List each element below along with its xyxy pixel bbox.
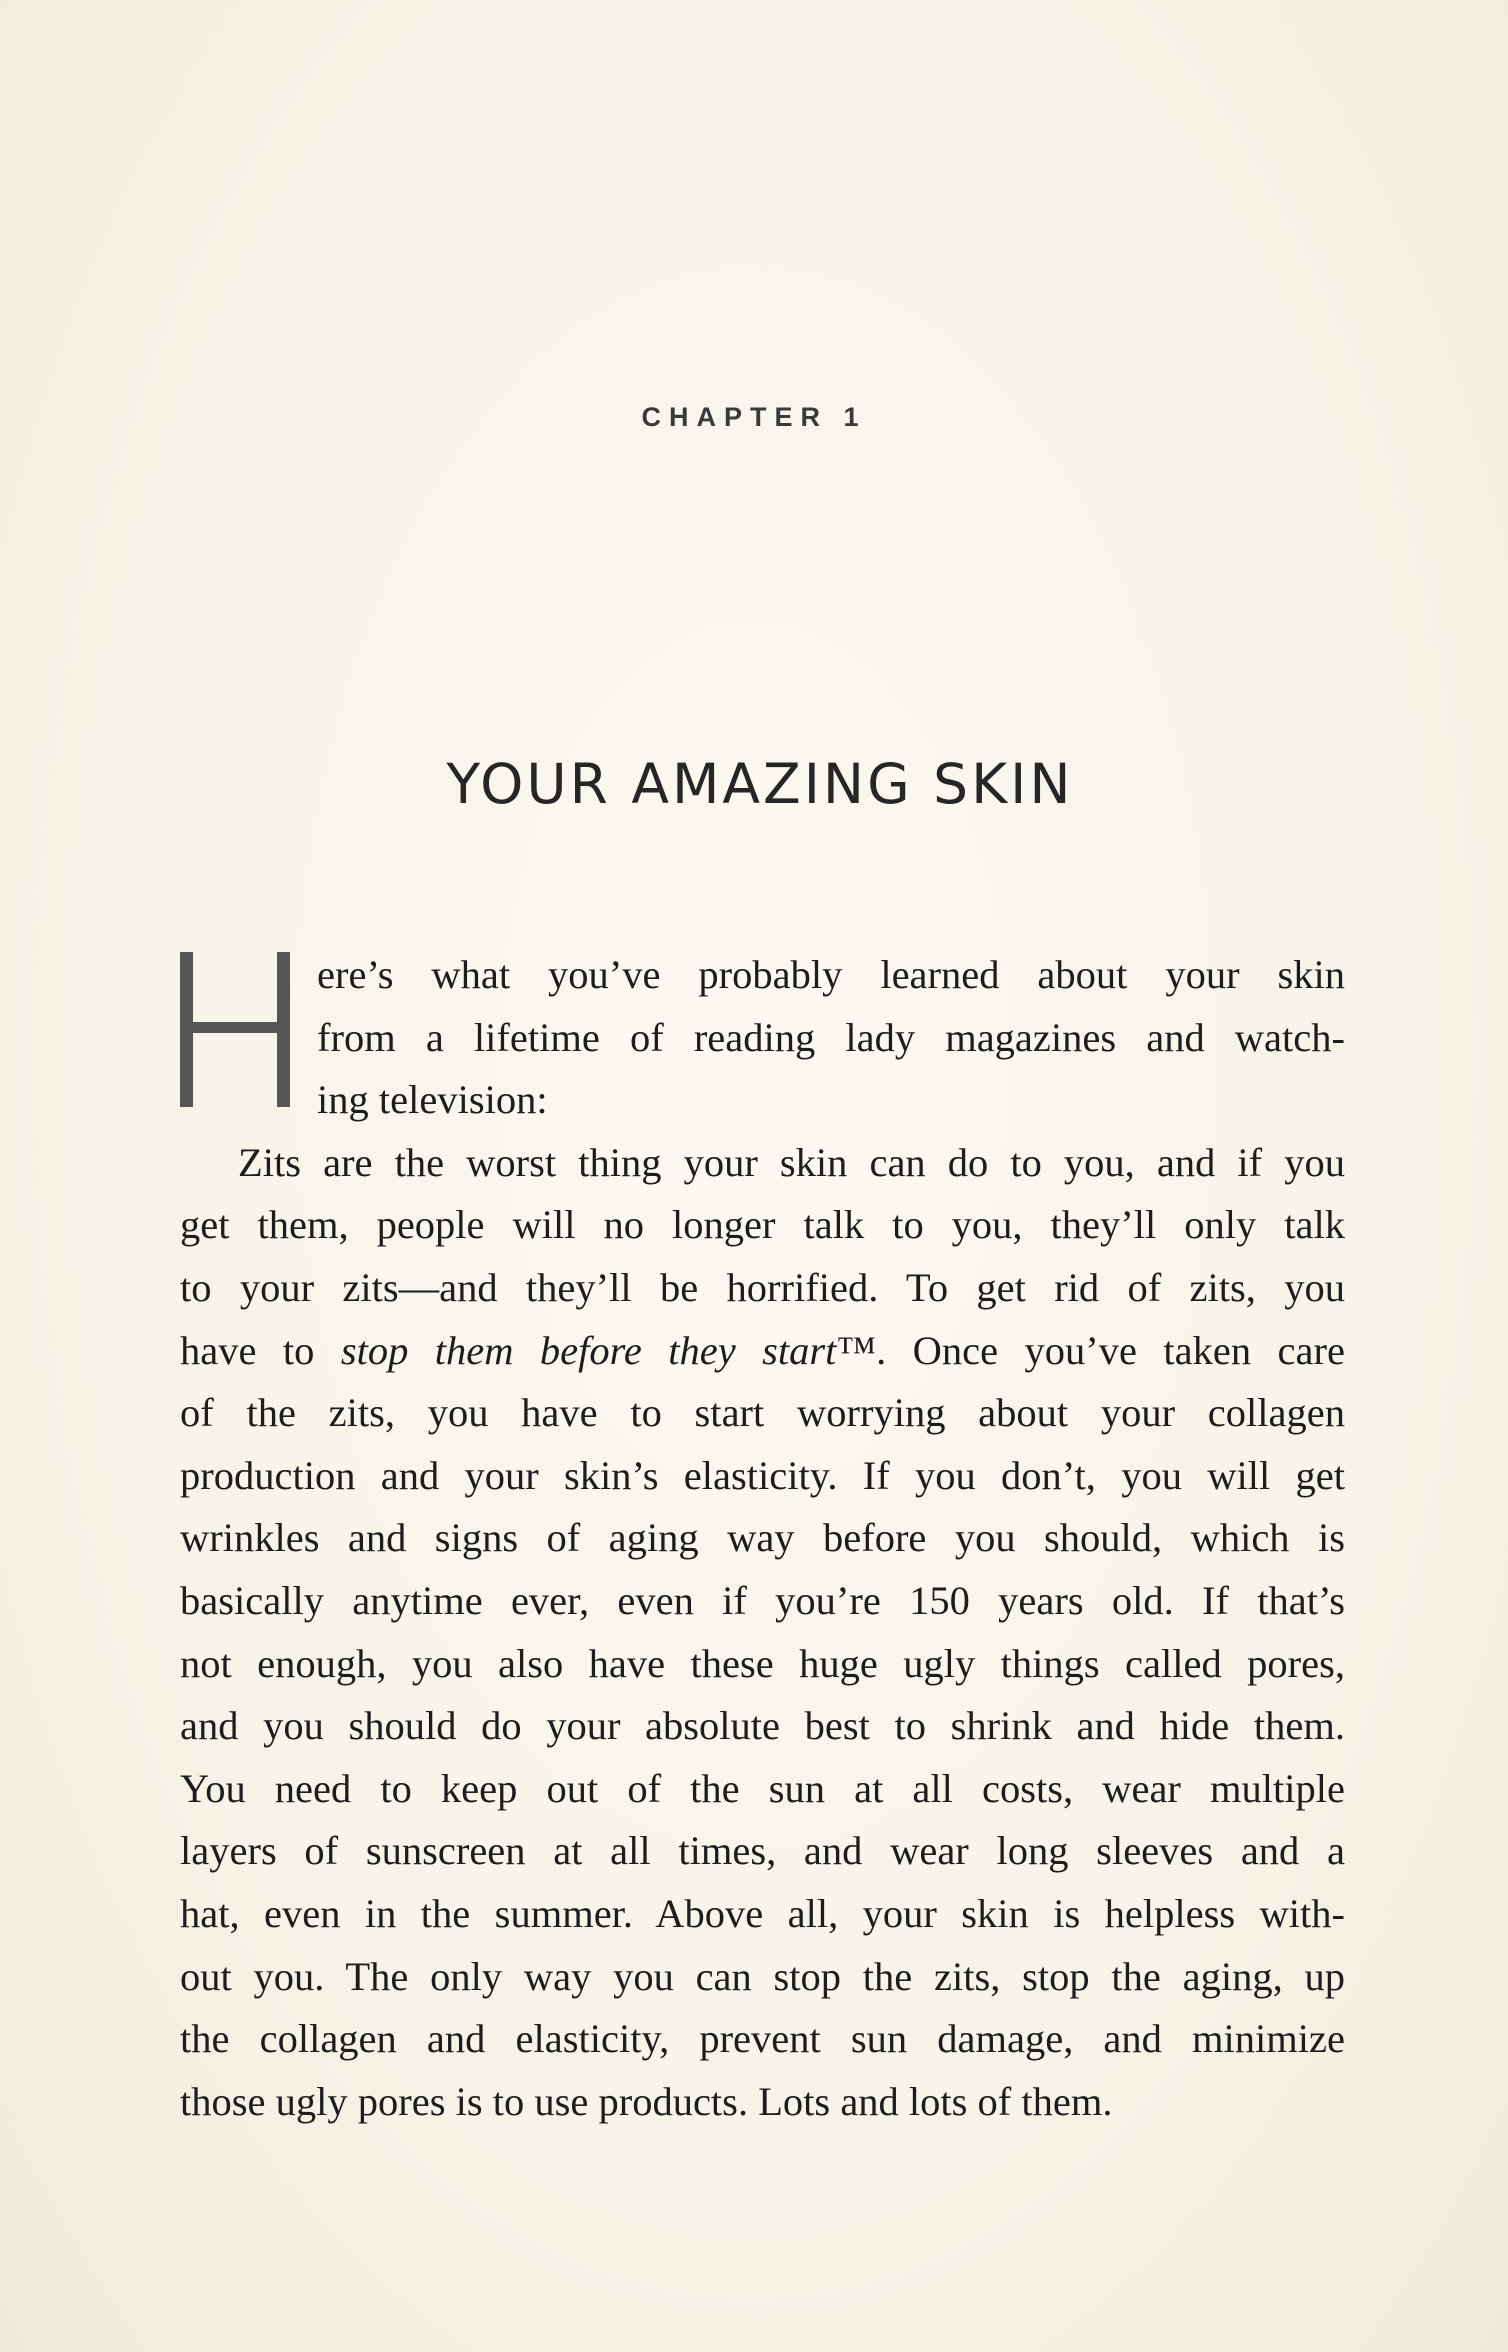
intro-line: ing television: [317, 1077, 548, 1123]
drop-cap-letter [180, 952, 290, 1107]
body-line: get them, people will no longer talk to you, they’ll only talk [180, 1202, 1345, 1248]
body-line: wrinkles and signs of aging way before you should, which is [180, 1515, 1345, 1561]
chapter-label: CHAPTER 1 [641, 402, 867, 432]
body-line: those ugly pores is to use products. Lots and lots of them. [180, 2078, 1113, 2124]
main-paragraph [180, 1132, 1345, 2134]
chapter-body [180, 944, 1345, 2133]
body-line [180, 1320, 1345, 1383]
body-line: Zits are the worst thing your skin can do to you, and if you [238, 1139, 1345, 1185]
body-line: layers of sunscreen at all times, and wear long sleeves and a [180, 1828, 1345, 1874]
body-line: to your zits—and they’ll be horrified. To get rid of zits, you [180, 1264, 1345, 1310]
intro-line: from a lifetime of reading lady magazines and watch- [317, 1014, 1345, 1060]
intro-line: ere’s what you’ve probably learned about your skin [317, 952, 1345, 997]
body-line: production and your skin’s elasticity. If you don’t, you will get [180, 1452, 1345, 1498]
body-line-text: ™. Once you’ve taken care [836, 1327, 1345, 1373]
body-line: hat, even in the summer. Above all, your skin is helpless with- [180, 1890, 1345, 1936]
chapter-title: YOUR AMAZING SKIN [446, 752, 1074, 816]
body-line: the collagen and elasticity, prevent sun damage, and minimize [180, 2016, 1345, 2062]
body-line: basically anytime ever, even if you’re 150 years old. If that’s [180, 1577, 1345, 1623]
body-line: and you should do your absolute best to shrink and hide them. [180, 1703, 1345, 1749]
body-line: You need to keep out of the sun at all costs, wear multiple [180, 1765, 1345, 1811]
intro-paragraph [180, 944, 1345, 1132]
body-line: out you. The only way you can stop the zits, stop the aging, up [180, 1953, 1345, 1999]
body-line: not enough, you also have these huge ugly things called pores, [180, 1640, 1345, 1686]
body-line-text: have to [180, 1327, 341, 1373]
body-line: of the zits, you have to start worrying about your collagen [180, 1390, 1345, 1436]
trademark-phrase: stop them before they start [340, 1327, 837, 1373]
